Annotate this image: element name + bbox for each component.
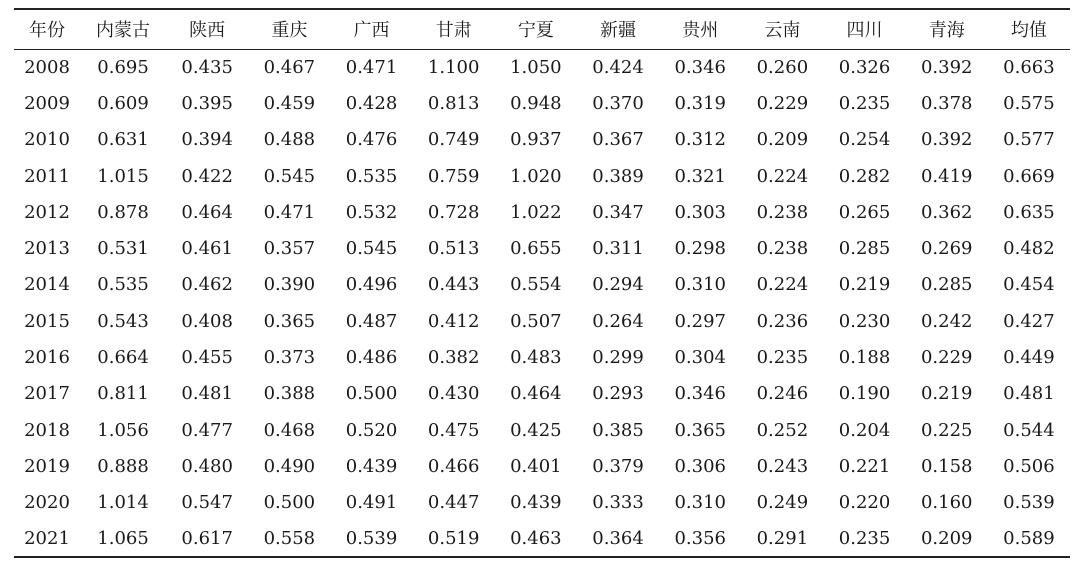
value-cell: 0.395 <box>181 92 233 114</box>
year-cell: 2014 <box>24 274 70 296</box>
value-cell: 0.486 <box>345 347 398 369</box>
value-cell: 0.265 <box>838 201 891 223</box>
value-cell: 0.443 <box>427 274 480 296</box>
value-cell: 0.408 <box>181 310 233 332</box>
value-cell: 0.531 <box>97 238 149 260</box>
value-cell: 0.543 <box>97 310 149 332</box>
value-cell: 0.496 <box>345 274 398 296</box>
value-cell: 0.357 <box>263 238 316 260</box>
column-header: 内蒙古 <box>80 9 166 49</box>
value-cell: 0.631 <box>97 129 149 151</box>
value-cell: 0.669 <box>1003 165 1055 187</box>
value-cell: 0.589 <box>988 521 1070 557</box>
value-cell: 0.424 <box>592 56 644 78</box>
column-header: 宁夏 <box>495 9 577 49</box>
value-cell: 0.160 <box>920 492 973 514</box>
value-cell: 0.464 <box>181 201 233 223</box>
value-cell: 0.209 <box>756 129 809 151</box>
value-cell: 0.367 <box>592 129 644 151</box>
value-cell: 0.491 <box>345 492 398 514</box>
value-cell: 0.221 <box>838 455 891 477</box>
value-cell: 0.235 <box>823 521 905 557</box>
column-header: 广西 <box>330 9 412 49</box>
value-cell: 0.297 <box>674 310 726 332</box>
value-cell: 0.577 <box>1003 129 1055 151</box>
year-cell: 2015 <box>24 310 70 332</box>
table-row <box>14 412 1070 448</box>
table-row <box>14 267 1070 303</box>
value-cell: 0.695 <box>97 56 149 78</box>
value-cell: 0.506 <box>1003 455 1055 477</box>
value-cell: 0.219 <box>838 274 891 296</box>
column-header: 重庆 <box>248 9 330 49</box>
value-cell: 0.545 <box>263 165 316 187</box>
value-cell: 0.252 <box>756 419 809 441</box>
value-cell: 0.425 <box>510 419 562 441</box>
value-cell: 0.224 <box>756 274 809 296</box>
value-cell: 0.466 <box>427 455 480 477</box>
value-cell: 0.439 <box>510 492 562 514</box>
value-cell: 0.390 <box>263 274 316 296</box>
table-row <box>14 521 1070 557</box>
value-cell: 0.235 <box>756 347 809 369</box>
value-cell: 1.014 <box>97 492 149 514</box>
value-cell: 1.020 <box>510 165 562 187</box>
value-cell: 0.346 <box>674 383 726 405</box>
value-cell: 0.347 <box>592 201 644 223</box>
value-cell: 0.306 <box>674 455 726 477</box>
value-cell: 0.319 <box>674 92 726 114</box>
value-cell: 0.188 <box>838 347 891 369</box>
table-row <box>14 194 1070 230</box>
value-cell: 0.481 <box>1003 383 1055 405</box>
value-cell: 0.520 <box>345 419 398 441</box>
value-cell: 0.468 <box>263 419 316 441</box>
value-cell: 0.364 <box>577 521 659 557</box>
value-cell: 0.304 <box>674 347 726 369</box>
value-cell: 0.500 <box>263 492 316 514</box>
value-cell: 1.065 <box>80 521 166 557</box>
value-cell: 0.813 <box>427 92 480 114</box>
value-cell: 0.539 <box>330 521 412 557</box>
value-cell: 0.463 <box>495 521 577 557</box>
value-cell: 0.558 <box>248 521 330 557</box>
value-cell: 0.664 <box>97 347 149 369</box>
value-cell: 0.394 <box>181 129 233 151</box>
value-cell: 0.236 <box>756 310 809 332</box>
value-cell: 0.482 <box>1003 238 1055 260</box>
table-row <box>14 49 1070 85</box>
table-row <box>14 376 1070 412</box>
value-cell: 0.811 <box>97 383 149 405</box>
table-row <box>14 230 1070 266</box>
year-cell: 2008 <box>24 56 70 78</box>
column-header: 云南 <box>741 9 823 49</box>
value-cell: 0.392 <box>920 56 973 78</box>
value-cell: 0.439 <box>345 455 398 477</box>
value-cell: 0.285 <box>838 238 891 260</box>
year-cell: 2013 <box>24 238 70 260</box>
data-table <box>14 8 1070 558</box>
value-cell: 0.948 <box>510 92 562 114</box>
value-cell: 0.419 <box>920 165 973 187</box>
table-body <box>14 49 1070 557</box>
value-cell: 0.455 <box>181 347 233 369</box>
table-header <box>14 9 1070 49</box>
year-cell: 2016 <box>24 347 70 369</box>
value-cell: 0.293 <box>592 383 644 405</box>
value-cell: 0.487 <box>345 310 398 332</box>
value-cell: 0.449 <box>1003 347 1055 369</box>
value-cell: 0.477 <box>181 419 233 441</box>
value-cell: 0.389 <box>592 165 644 187</box>
value-cell: 0.190 <box>838 383 891 405</box>
value-cell: 0.362 <box>920 201 973 223</box>
value-cell: 1.050 <box>510 56 562 78</box>
year-cell: 2010 <box>24 129 70 151</box>
value-cell: 0.488 <box>263 129 316 151</box>
value-cell: 1.015 <box>97 165 149 187</box>
value-cell: 0.264 <box>592 310 644 332</box>
value-cell: 0.303 <box>674 201 726 223</box>
value-cell: 0.294 <box>592 274 644 296</box>
value-cell: 0.937 <box>510 129 562 151</box>
value-cell: 0.481 <box>181 383 233 405</box>
value-cell: 0.365 <box>263 310 316 332</box>
value-cell: 1.022 <box>510 201 562 223</box>
value-cell: 0.435 <box>181 56 233 78</box>
value-cell: 0.230 <box>838 310 891 332</box>
value-cell: 0.310 <box>674 274 726 296</box>
year-cell: 2017 <box>24 383 70 405</box>
value-cell: 0.500 <box>345 383 398 405</box>
value-cell: 0.447 <box>427 492 480 514</box>
value-cell: 0.471 <box>345 56 398 78</box>
value-cell: 0.356 <box>659 521 741 557</box>
header-row <box>14 9 1070 49</box>
value-cell: 0.204 <box>838 419 891 441</box>
value-cell: 0.370 <box>592 92 644 114</box>
table-row <box>14 448 1070 484</box>
value-cell: 0.238 <box>756 201 809 223</box>
value-cell: 0.298 <box>674 238 726 260</box>
value-cell: 0.282 <box>838 165 891 187</box>
value-cell: 0.249 <box>756 492 809 514</box>
value-cell: 1.056 <box>97 419 149 441</box>
column-header: 四川 <box>823 9 905 49</box>
value-cell: 0.291 <box>741 521 823 557</box>
value-cell: 0.467 <box>263 56 316 78</box>
column-header: 陕西 <box>166 9 248 49</box>
value-cell: 0.422 <box>181 165 233 187</box>
value-cell: 0.554 <box>510 274 562 296</box>
value-cell: 0.759 <box>427 165 480 187</box>
value-cell: 0.749 <box>427 129 480 151</box>
value-cell: 0.544 <box>1003 419 1055 441</box>
value-cell: 0.219 <box>920 383 973 405</box>
value-cell: 1.100 <box>427 56 480 78</box>
table-row <box>14 85 1070 121</box>
value-cell: 0.609 <box>97 92 149 114</box>
value-cell: 0.310 <box>674 492 726 514</box>
value-cell: 0.464 <box>510 383 562 405</box>
value-cell: 0.663 <box>1003 56 1055 78</box>
value-cell: 0.535 <box>97 274 149 296</box>
value-cell: 0.311 <box>592 238 644 260</box>
value-cell: 0.385 <box>592 419 644 441</box>
value-cell: 0.513 <box>427 238 480 260</box>
table-row <box>14 485 1070 521</box>
value-cell: 0.229 <box>756 92 809 114</box>
value-cell: 0.483 <box>510 347 562 369</box>
year-cell: 2011 <box>24 165 70 187</box>
column-header: 新疆 <box>577 9 659 49</box>
value-cell: 0.539 <box>1003 492 1055 514</box>
value-cell: 0.225 <box>920 419 973 441</box>
value-cell: 0.878 <box>97 201 149 223</box>
value-cell: 0.365 <box>674 419 726 441</box>
value-cell: 0.427 <box>1003 310 1055 332</box>
value-cell: 0.392 <box>920 129 973 151</box>
value-cell: 0.728 <box>427 201 480 223</box>
value-cell: 0.471 <box>263 201 316 223</box>
value-cell: 0.428 <box>345 92 398 114</box>
value-cell: 0.461 <box>181 238 233 260</box>
value-cell: 0.209 <box>906 521 988 557</box>
value-cell: 0.158 <box>920 455 973 477</box>
value-cell: 0.462 <box>181 274 233 296</box>
year-cell: 2019 <box>24 455 70 477</box>
value-cell: 0.475 <box>427 419 480 441</box>
value-cell: 0.545 <box>345 238 398 260</box>
year-cell: 2018 <box>24 419 70 441</box>
value-cell: 0.260 <box>756 56 809 78</box>
value-cell: 0.224 <box>756 165 809 187</box>
value-cell: 0.326 <box>838 56 891 78</box>
value-cell: 0.547 <box>181 492 233 514</box>
table-row <box>14 158 1070 194</box>
value-cell: 0.412 <box>427 310 480 332</box>
value-cell: 0.254 <box>838 129 891 151</box>
value-cell: 0.333 <box>592 492 644 514</box>
value-cell: 0.269 <box>920 238 973 260</box>
table-row <box>14 303 1070 339</box>
table-row <box>14 339 1070 375</box>
value-cell: 0.532 <box>345 201 398 223</box>
column-header-year: 年份 <box>14 9 80 49</box>
table-row <box>14 122 1070 158</box>
data-table-container <box>14 8 1070 558</box>
value-cell: 0.242 <box>920 310 973 332</box>
value-cell: 0.388 <box>263 383 316 405</box>
column-header: 贵州 <box>659 9 741 49</box>
value-cell: 0.238 <box>756 238 809 260</box>
value-cell: 0.535 <box>345 165 398 187</box>
value-cell: 0.229 <box>920 347 973 369</box>
value-cell: 0.378 <box>920 92 973 114</box>
value-cell: 0.459 <box>263 92 316 114</box>
year-cell: 2009 <box>24 92 70 114</box>
value-cell: 0.235 <box>838 92 891 114</box>
column-header: 均值 <box>988 9 1070 49</box>
column-header: 甘肃 <box>413 9 495 49</box>
value-cell: 0.312 <box>674 129 726 151</box>
value-cell: 0.635 <box>1003 201 1055 223</box>
value-cell: 0.575 <box>1003 92 1055 114</box>
value-cell: 0.617 <box>166 521 248 557</box>
value-cell: 0.476 <box>345 129 398 151</box>
year-cell: 2012 <box>24 201 70 223</box>
value-cell: 0.430 <box>427 383 480 405</box>
column-header: 青海 <box>906 9 988 49</box>
value-cell: 0.888 <box>97 455 149 477</box>
value-cell: 0.401 <box>510 455 562 477</box>
value-cell: 0.379 <box>592 455 644 477</box>
value-cell: 0.346 <box>674 56 726 78</box>
value-cell: 0.382 <box>427 347 480 369</box>
value-cell: 0.299 <box>592 347 644 369</box>
value-cell: 0.507 <box>510 310 562 332</box>
value-cell: 0.519 <box>413 521 495 557</box>
year-cell: 2020 <box>24 492 70 514</box>
value-cell: 0.243 <box>756 455 809 477</box>
value-cell: 0.285 <box>920 274 973 296</box>
value-cell: 0.454 <box>1003 274 1055 296</box>
value-cell: 0.373 <box>263 347 316 369</box>
value-cell: 0.321 <box>674 165 726 187</box>
year-cell: 2021 <box>14 521 80 557</box>
value-cell: 0.490 <box>263 455 316 477</box>
value-cell: 0.655 <box>510 238 562 260</box>
value-cell: 0.246 <box>756 383 809 405</box>
value-cell: 0.480 <box>181 455 233 477</box>
value-cell: 0.220 <box>838 492 891 514</box>
